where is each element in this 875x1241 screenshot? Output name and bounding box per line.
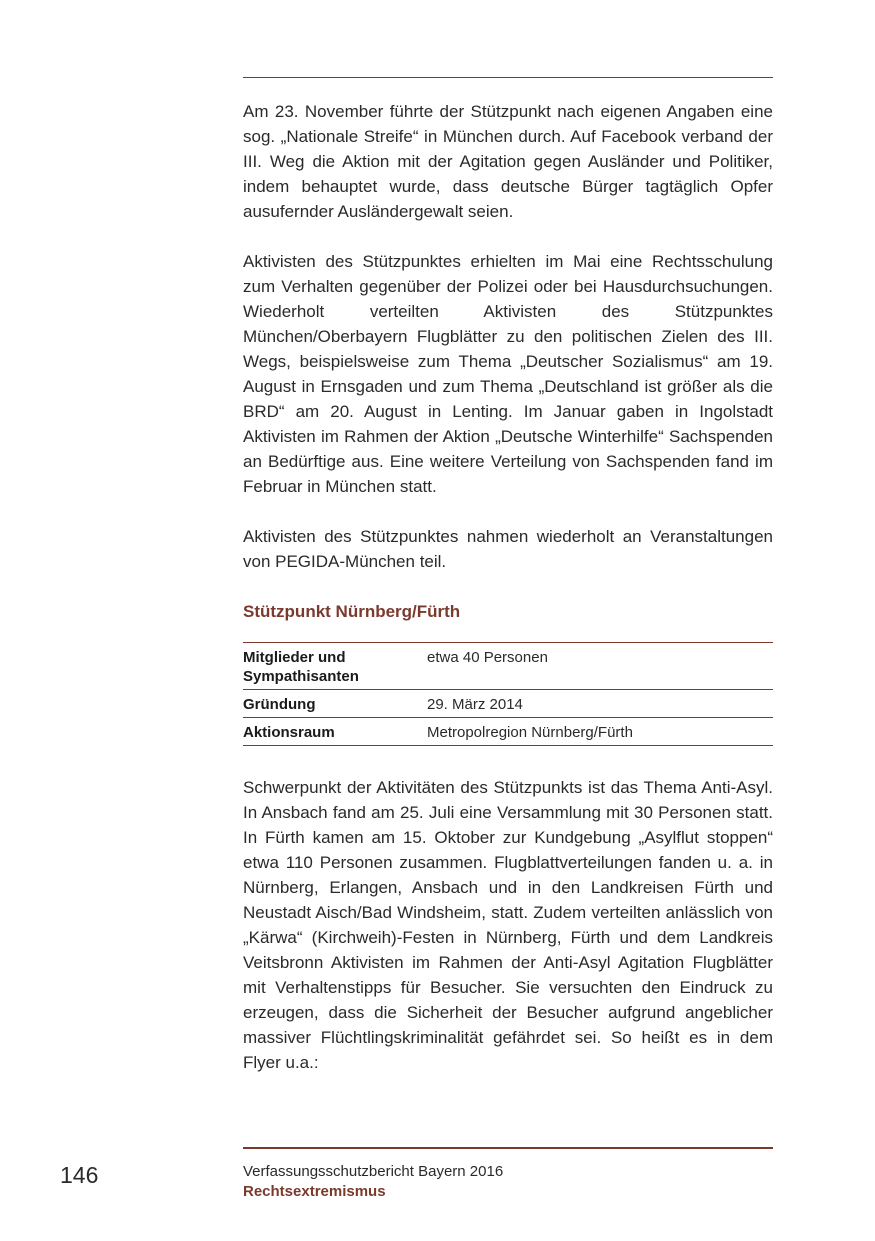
footer-subtitle: Rechtsextremismus bbox=[243, 1183, 386, 1200]
page-number: 146 bbox=[60, 1162, 99, 1188]
footer-divider bbox=[243, 1147, 773, 1149]
table-label: Aktionsraum bbox=[243, 718, 427, 746]
info-table bbox=[243, 642, 773, 746]
paragraph-national-patrol: Am 23. November führte der Stützpunkt nach eigenen Angaben eine sog. „Nationale Streife“ in München durch. Auf Facebook verband der III. Weg die Aktion mit der Agitation gegen Ausländer und Politiker, indem behauptet wurde, dass deutsche Bürger tagtäglich Opfer ausufernder Ausländergewalt seien. bbox=[243, 102, 773, 221]
table-label: Mitglieder und Sympathisanten bbox=[243, 643, 427, 690]
footer-title: Verfassungsschutzbericht Bayern 2016 bbox=[243, 1163, 504, 1180]
table-value: etwa 40 Personen bbox=[427, 643, 773, 690]
table-row bbox=[243, 718, 773, 746]
table-row bbox=[243, 643, 773, 690]
section-heading: Stützpunkt Nürnberg/Fürth bbox=[243, 602, 461, 621]
table-label: Gründung bbox=[243, 690, 427, 718]
paragraph-legal-training: Aktivisten des Stützpunktes erhielten im Mai eine Rechtsschulung zum Verhalten gegenüber der Polizei oder bei Hausdurchsuchungen. Wiederholt verteilten Aktivisten des Stützpunktes München/Oberbayern Flugblätter zu den politischen Zielen des III. Wegs, beispielsweise zum Thema „Deutscher Sozialismus“ am 19. August in Ernsgaden und zum Thema „Deutschland ist größer als die BRD“ am 20. August in Lenting. Im Januar gaben in Ingolstadt Aktivisten im Rahmen der Aktion „Deutsche Winterhilfe“ Sachspenden an Bedürftige aus. Eine weitere Verteilung von Sachspenden fand im Februar in München statt. bbox=[243, 252, 773, 496]
main-text-column bbox=[243, 99, 773, 1100]
table-row bbox=[243, 690, 773, 718]
table-value: Metropolregion Nürnberg/Fürth bbox=[427, 718, 773, 746]
table-value: 29. März 2014 bbox=[427, 690, 773, 718]
paragraph-anti-asylum: Schwerpunkt der Aktivitäten des Stützpunkts ist das Thema Anti-Asyl. In Ansbach fand am 25. Juli eine Versammlung mit 30 Personen statt. In Fürth kamen am 15. Oktober zur Kundgebung „Asylflut stoppen“ etwa 110 Personen zusammen. Flugblattverteilungen fanden u. a. in Nürnberg, Erlangen, Ansbach und in den Landkreisen Fürth und Neustadt Aisch/Bad Windsheim, statt. Zudem verteilten anlässlich von „Kärwa“ (Kirchweih)-Festen in Nürnberg, Fürth und dem Landkreis Veitsbronn Aktivisten im Rahmen der Anti-Asyl Agitation Flugblätter mit Verhaltenstipps für Besucher. Sie versuchten den Eindruck zu erzeugen, dass die Sicherheit der Besucher aufgrund angeblicher massiver Flüchtlingskriminalität gefährdet sei. So heißt es in dem Flyer u.a.: bbox=[243, 778, 773, 1072]
header-divider bbox=[243, 77, 773, 78]
paragraph-pegida: Aktivisten des Stützpunktes nahmen wiederholt an Veranstaltungen von PEGIDA-München teil. bbox=[243, 527, 773, 571]
